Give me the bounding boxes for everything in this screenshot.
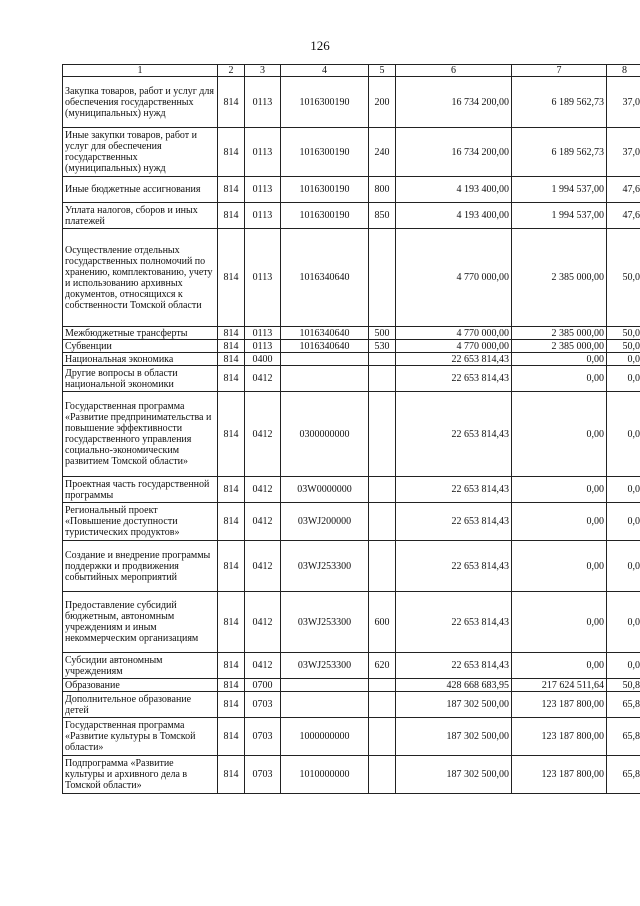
row-name: Другие вопросы в области национальной экономики: [63, 366, 218, 392]
column-header: 1: [63, 65, 218, 77]
budget-table: [62, 64, 640, 794]
table-row: [63, 718, 640, 756]
cell-ministry-code: 814: [218, 592, 245, 653]
table-row: [63, 77, 640, 128]
cell-target-article: 1016300190: [281, 177, 369, 203]
cell-executed-amount: 1 994 537,00: [512, 177, 607, 203]
cell-ministry-code: 814: [218, 756, 245, 794]
cell-expense-type: [369, 353, 396, 366]
cell-executed-amount: 0,00: [512, 592, 607, 653]
row-name: Дополнительное образование детей: [63, 692, 218, 718]
cell-expense-type: [369, 366, 396, 392]
cell-planned-amount: 187 302 500,00: [396, 692, 512, 718]
cell-percent: 0,0: [607, 592, 640, 653]
cell-executed-amount: 2 385 000,00: [512, 229, 607, 327]
cell-target-article: 1016300190: [281, 203, 369, 229]
table-row: [63, 592, 640, 653]
table-row: [63, 203, 640, 229]
table-row: [63, 541, 640, 592]
cell-percent: 0,0: [607, 653, 640, 679]
cell-expense-type: 240: [369, 128, 396, 177]
cell-percent: 65,8: [607, 718, 640, 756]
cell-ministry-code: 814: [218, 229, 245, 327]
cell-planned-amount: 187 302 500,00: [396, 756, 512, 794]
cell-expense-type: 500: [369, 327, 396, 340]
row-name: Подпрограмма «Развитие культуры и архивного дела в Томской области»: [63, 756, 218, 794]
cell-expense-type: 200: [369, 77, 396, 128]
table-row: [63, 679, 640, 692]
cell-target-article: 03WJ253300: [281, 541, 369, 592]
row-name: Образование: [63, 679, 218, 692]
cell-ministry-code: 814: [218, 353, 245, 366]
column-header-row: [63, 65, 640, 77]
cell-percent: 47,6: [607, 203, 640, 229]
table-row: [63, 340, 640, 353]
row-name: Уплата налогов, сборов и иных платежей: [63, 203, 218, 229]
cell-section-code: 0113: [245, 77, 281, 128]
cell-ministry-code: 814: [218, 327, 245, 340]
cell-percent: 0,0: [607, 477, 640, 503]
row-name: Государственная программа «Развитие предпринимательства и повышение эффективности государственного управления социально-экономическим развитием Томской области»: [63, 392, 218, 477]
cell-section-code: 0113: [245, 128, 281, 177]
cell-expense-type: [369, 229, 396, 327]
cell-percent: 0,0: [607, 392, 640, 477]
cell-target-article: 03WJ253300: [281, 592, 369, 653]
cell-executed-amount: 0,00: [512, 541, 607, 592]
cell-ministry-code: 814: [218, 718, 245, 756]
cell-ministry-code: 814: [218, 340, 245, 353]
cell-executed-amount: 0,00: [512, 503, 607, 541]
cell-planned-amount: 4 770 000,00: [396, 229, 512, 327]
cell-ministry-code: 814: [218, 541, 245, 592]
cell-expense-type: 800: [369, 177, 396, 203]
table-row: [63, 477, 640, 503]
cell-target-article: 1016340640: [281, 327, 369, 340]
cell-expense-type: [369, 541, 396, 592]
cell-percent: 0,0: [607, 503, 640, 541]
row-name: Региональный проект «Повышение доступности туристических продуктов»: [63, 503, 218, 541]
cell-executed-amount: 2 385 000,00: [512, 327, 607, 340]
column-header: 7: [512, 65, 607, 77]
row-name: Закупка товаров, работ и услуг для обеспечения государственных (муниципальных) нужд: [63, 77, 218, 128]
cell-expense-type: [369, 477, 396, 503]
cell-target-article: 03WJ253300: [281, 653, 369, 679]
row-name: Национальная экономика: [63, 353, 218, 366]
cell-section-code: 0113: [245, 229, 281, 327]
table-row: [63, 653, 640, 679]
cell-ministry-code: 814: [218, 692, 245, 718]
cell-section-code: 0412: [245, 503, 281, 541]
cell-executed-amount: 0,00: [512, 477, 607, 503]
cell-section-code: 0412: [245, 477, 281, 503]
cell-planned-amount: 4 770 000,00: [396, 327, 512, 340]
cell-executed-amount: 6 189 562,73: [512, 128, 607, 177]
cell-expense-type: 850: [369, 203, 396, 229]
cell-percent: 37,0: [607, 77, 640, 128]
cell-ministry-code: 814: [218, 679, 245, 692]
cell-percent: 0,0: [607, 366, 640, 392]
column-header: 3: [245, 65, 281, 77]
column-header: 2: [218, 65, 245, 77]
table-body: [63, 77, 640, 794]
cell-executed-amount: 0,00: [512, 392, 607, 477]
cell-executed-amount: 0,00: [512, 353, 607, 366]
column-header: 4: [281, 65, 369, 77]
table-row: [63, 177, 640, 203]
cell-expense-type: [369, 756, 396, 794]
cell-ministry-code: 814: [218, 128, 245, 177]
cell-percent: 0,0: [607, 353, 640, 366]
cell-executed-amount: 0,00: [512, 653, 607, 679]
row-name: Иные бюджетные ассигнования: [63, 177, 218, 203]
table-row: [63, 229, 640, 327]
row-name: Предоставление субсидий бюджетным, автономным учреждениям и иным некоммерческим организациям: [63, 592, 218, 653]
cell-percent: 65,8: [607, 756, 640, 794]
cell-target-article: 0300000000: [281, 392, 369, 477]
cell-target-article: 03WJ200000: [281, 503, 369, 541]
cell-section-code: 0703: [245, 718, 281, 756]
column-header: 6: [396, 65, 512, 77]
row-name: Осуществление отдельных государственных полномочий по хранению, комплектованию, учету и использованию архивных документов, относящихся к собственности Томской области: [63, 229, 218, 327]
cell-planned-amount: 22 653 814,43: [396, 392, 512, 477]
cell-planned-amount: 22 653 814,43: [396, 592, 512, 653]
cell-ministry-code: 814: [218, 366, 245, 392]
cell-section-code: 0412: [245, 592, 281, 653]
cell-section-code: 0400: [245, 353, 281, 366]
cell-target-article: 1000000000: [281, 718, 369, 756]
row-name: Создание и внедрение программы поддержки и продвижения событийных мероприятий: [63, 541, 218, 592]
table-row: [63, 756, 640, 794]
cell-percent: 50,8: [607, 679, 640, 692]
table-row: [63, 366, 640, 392]
row-name: Межбюджетные трансферты: [63, 327, 218, 340]
cell-executed-amount: 123 187 800,00: [512, 692, 607, 718]
cell-expense-type: 530: [369, 340, 396, 353]
table-row: [63, 503, 640, 541]
cell-target-article: 1016300190: [281, 77, 369, 128]
cell-planned-amount: 22 653 814,43: [396, 541, 512, 592]
cell-expense-type: 620: [369, 653, 396, 679]
cell-percent: 37,0: [607, 128, 640, 177]
cell-executed-amount: 1 994 537,00: [512, 203, 607, 229]
cell-executed-amount: 123 187 800,00: [512, 756, 607, 794]
cell-ministry-code: 814: [218, 392, 245, 477]
cell-expense-type: 600: [369, 592, 396, 653]
cell-expense-type: [369, 692, 396, 718]
cell-percent: 47,6: [607, 177, 640, 203]
page-number: 126: [310, 38, 330, 53]
cell-percent: 65,8: [607, 692, 640, 718]
cell-planned-amount: 187 302 500,00: [396, 718, 512, 756]
cell-target-article: [281, 366, 369, 392]
cell-section-code: 0700: [245, 679, 281, 692]
cell-planned-amount: 22 653 814,43: [396, 353, 512, 366]
cell-planned-amount: 16 734 200,00: [396, 128, 512, 177]
cell-section-code: 0412: [245, 392, 281, 477]
cell-target-article: [281, 679, 369, 692]
cell-section-code: 0412: [245, 653, 281, 679]
cell-section-code: 0703: [245, 692, 281, 718]
cell-planned-amount: 4 770 000,00: [396, 340, 512, 353]
cell-executed-amount: 123 187 800,00: [512, 718, 607, 756]
cell-ministry-code: 814: [218, 203, 245, 229]
cell-planned-amount: 22 653 814,43: [396, 503, 512, 541]
cell-percent: 0,0: [607, 541, 640, 592]
cell-target-article: [281, 692, 369, 718]
row-name: Проектная часть государственной программы: [63, 477, 218, 503]
table-row: [63, 353, 640, 366]
cell-section-code: 0113: [245, 203, 281, 229]
table-row: [63, 327, 640, 340]
row-name: Государственная программа «Развитие культуры в Томской области»: [63, 718, 218, 756]
cell-section-code: 0703: [245, 756, 281, 794]
cell-planned-amount: 22 653 814,43: [396, 477, 512, 503]
row-name: Иные закупки товаров, работ и услуг для обеспечения государственных (муниципальных) нужд: [63, 128, 218, 177]
cell-planned-amount: 22 653 814,43: [396, 653, 512, 679]
cell-ministry-code: 814: [218, 653, 245, 679]
cell-target-article: 03W0000000: [281, 477, 369, 503]
table-row: [63, 392, 640, 477]
cell-target-article: 1016340640: [281, 229, 369, 327]
column-header: 5: [369, 65, 396, 77]
table-row: [63, 128, 640, 177]
cell-ministry-code: 814: [218, 177, 245, 203]
cell-executed-amount: 6 189 562,73: [512, 77, 607, 128]
cell-planned-amount: 428 668 683,95: [396, 679, 512, 692]
cell-expense-type: [369, 392, 396, 477]
cell-section-code: 0412: [245, 366, 281, 392]
cell-ministry-code: 814: [218, 77, 245, 128]
cell-planned-amount: 4 193 400,00: [396, 203, 512, 229]
cell-target-article: [281, 353, 369, 366]
cell-target-article: 1010000000: [281, 756, 369, 794]
cell-expense-type: [369, 679, 396, 692]
column-header: 8: [607, 65, 640, 77]
row-name: Субвенции: [63, 340, 218, 353]
cell-percent: 50,0: [607, 340, 640, 353]
cell-section-code: 0412: [245, 541, 281, 592]
row-name: Субсидии автономным учреждениям: [63, 653, 218, 679]
cell-target-article: 1016300190: [281, 128, 369, 177]
cell-percent: 50,0: [607, 229, 640, 327]
cell-percent: 50,0: [607, 327, 640, 340]
cell-planned-amount: 4 193 400,00: [396, 177, 512, 203]
cell-ministry-code: 814: [218, 477, 245, 503]
cell-section-code: 0113: [245, 177, 281, 203]
cell-expense-type: [369, 503, 396, 541]
cell-ministry-code: 814: [218, 503, 245, 541]
cell-executed-amount: 0,00: [512, 366, 607, 392]
cell-expense-type: [369, 718, 396, 756]
cell-executed-amount: 2 385 000,00: [512, 340, 607, 353]
cell-section-code: 0113: [245, 327, 281, 340]
cell-executed-amount: 217 624 511,64: [512, 679, 607, 692]
cell-planned-amount: 22 653 814,43: [396, 366, 512, 392]
cell-planned-amount: 16 734 200,00: [396, 77, 512, 128]
table-row: [63, 692, 640, 718]
cell-target-article: 1016340640: [281, 340, 369, 353]
cell-section-code: 0113: [245, 340, 281, 353]
